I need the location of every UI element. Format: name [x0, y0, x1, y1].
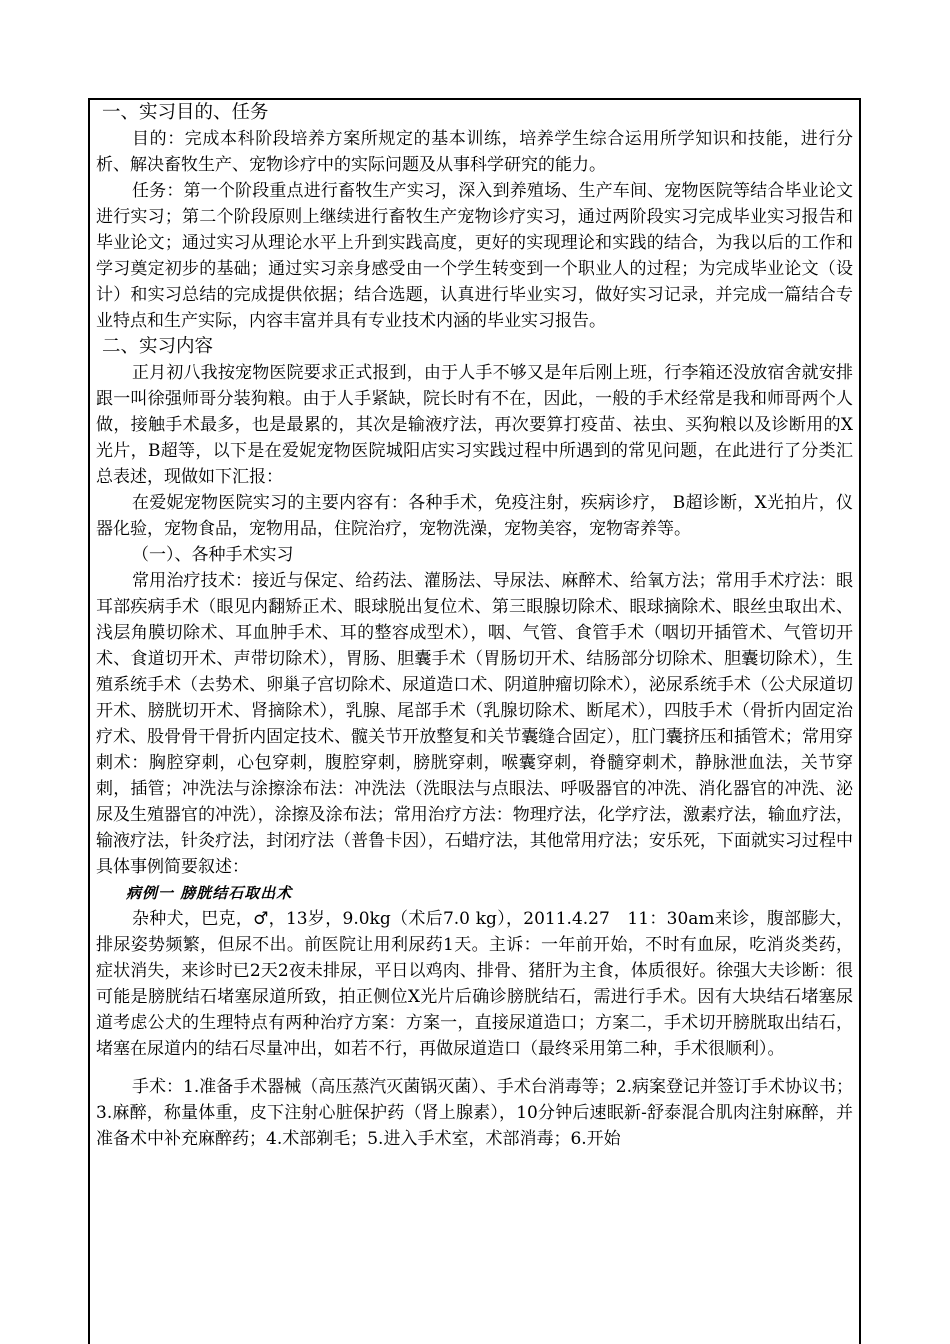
subsection-heading-surgery: （一）、各种手术实习: [132, 545, 294, 565]
paragraph-scope: 在爱妮宠物医院实习的主要内容有：各种手术，免疫注射，疾病诊疗， B超诊断，X光拍片，仪器化验，宠物食品，宠物用品，住院治疗，宠物洗澡，宠物美容，宠物寄养等。: [96, 493, 853, 539]
case-heading: 病例一 膀胱结石取出术: [126, 884, 293, 902]
document-table-cell: [88, 98, 861, 1344]
paragraph-techniques: 常用治疗技术：接近与保定、给药法、灌肠法、导尿法、麻醉术、给氧方法；常用手术疗法：眼耳部疾病手术（眼见内翻矫正术、眼球脱出复位术、第三眼腺切除术、眼球摘除术、眼丝虫取出术、浅层角膜切除术、耳血肿手术、耳的整容成型术），咽、气管、食管手术（咽切开插管术、气管切开术、食道切开术、声带切除术），胃肠、胆囊手术（胃肠切开术、结肠部分切除术、胆囊切除术），生殖系统手术（去势术、卵巢子宫切除术、尿道造口术、阴道肿瘤切除术），泌尿系统手术（公犬尿道切开术、膀胱切开术、肾摘除术），乳腺、尾部手术（乳腺切除术、断尾术），四肢手术（骨折内固定治疗术、股骨骨干骨折内固定技术、髋关节开放整复和关节囊缝合固定），肛门囊挤压和插管术；常用穿刺术：胸腔穿刺，心包穿刺，腹腔穿刺，膀胱穿刺，喉囊穿刺，脊髓穿刺术，静脉泄血法，关节穿刺，插管；冲洗法与涂擦涂布法：冲洗法（洗眼法与点眼法、呼吸器官的冲洗、消化器官的冲洗、泌尿及生殖器官的冲洗），涂擦及涂布法；常用治疗方法：物理疗法，化学疗法，激素疗法，输血疗法，输液疗法，针灸疗法，封闭疗法（普鲁卡因），石蜡疗法，其他常用疗法；安乐死，下面就实习过程中具体事例简要叙述：: [96, 571, 853, 877]
paragraph-case-description: 杂种犬，巴克，♂，13岁，9.0kg（术后7.0 kg），2011.4.27 11：30am来诊，腹部膨大，排尿姿势频繁，但尿不出。前医院让用利尿药1天。主诉：一年前开始，不时有血尿，吃消炎类药，症状消失，来诊时已2天2夜未排尿，平日以鸡肉、排骨、猪肝为主食，体质很好。徐强大夫诊断：很可能是膀胱结石堵塞尿道所致，拍正侧位X光片后确诊膀胱结石，需进行手术。因有大块结石堵塞尿道考虑公犬的生理特点有两种治疗方案：方案一，直接尿道造口；方案二，手术切开膀胱取出结石，堵塞在尿道内的结石尽量冲出，如若不行，再做尿道造口（最终采用第二种，手术很顺利）。: [96, 909, 853, 1059]
paragraph-purpose: 目的：完成本科阶段培养方案所规定的基本训练，培养学生综合运用所学知识和技能，进行分析、解决畜牧生产、宠物诊疗中的实际问题及从事科学研究的能力。: [96, 129, 853, 175]
section-heading-purpose: 一、实习目的、任务: [102, 102, 269, 123]
paragraph-surgery-steps: 手术：1.准备手术器械（高压蒸汽灭菌锅灭菌）、手术台消毒等；2.病案登记并签订手术协议书；3.麻醉，称量体重，皮下注射心脏保护药（肾上腺素），10分钟后速眠新-舒泰混合肌肉注射麻醉，并准备术中补充麻醉药；4.术部剃毛；5.进入手术室，术部消毒；6.开始: [96, 1077, 853, 1149]
document-body: [90, 100, 859, 1152]
paragraph-intro: 正月初八我按宠物医院要求正式报到，由于人手不够又是年后刚上班，行李箱还没放宿舍就安排跟一叫徐强师哥分装狗粮。由于人手紧缺，院长时有不在，因此，一般的手术经常是我和师哥两个人做，接触手术最多，也是最累的，其次是输液疗法，再次要算打疫苗、祛虫、买狗粮以及诊断用的X光片，B超等，以下是在爱妮宠物医院城阳店实习实践过程中所遇到的常见问题，在此进行了分类汇总表述，现做如下汇报：: [96, 363, 853, 487]
paragraph-task: 任务：第一个阶段重点进行畜牧生产实习，深入到养殖场、生产车间、宠物医院等结合毕业论文进行实习；第二个阶段原则上继续进行畜牧生产宠物诊疗实习，通过两阶段实习完成毕业实习报告和毕业论文；通过实习从理论水平上升到实践高度，更好的实现理论和实践的结合，为我以后的工作和学习奠定初步的基础；通过实习亲身感受由一个学生转变到一个职业人的过程；为完成毕业论文（设计）和实习总结的完成提供依据；结合选题，认真进行毕业实习，做好实习记录，并完成一篇结合专业特点和生产实际，内容丰富并具有专业技术内涵的毕业实习报告。: [96, 181, 853, 331]
section-heading-content: 二、实习内容: [102, 336, 214, 357]
